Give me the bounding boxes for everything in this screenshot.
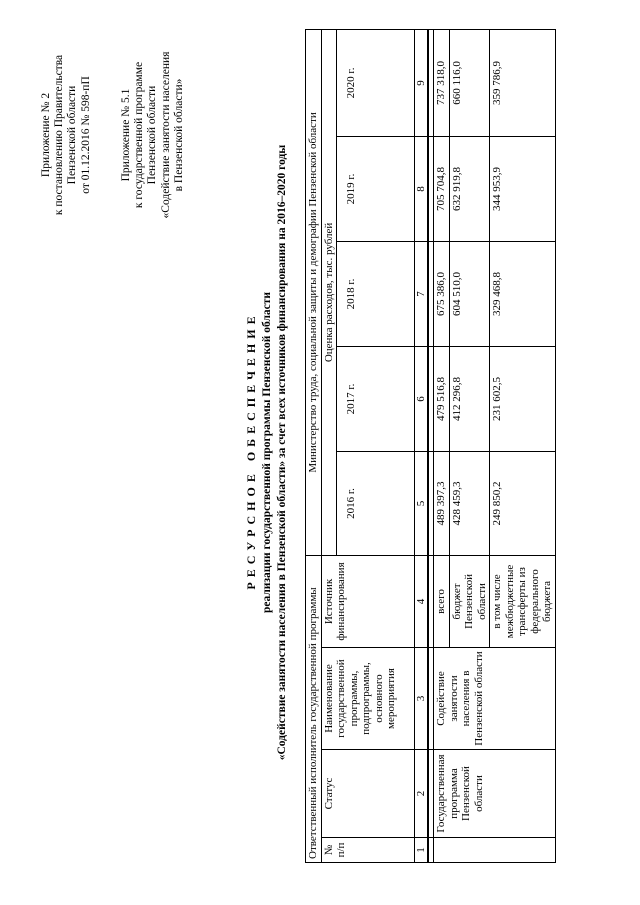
value-cell: 359 786,9 — [490, 29, 556, 136]
header-year: 2020 г. — [337, 29, 415, 136]
column-number: 4 — [415, 555, 429, 647]
header-year: 2017 г. — [337, 346, 415, 451]
source-cell: всего — [434, 555, 450, 647]
header-year: 2016 г. — [337, 451, 415, 555]
header-status: Статус — [321, 750, 415, 838]
status-cell: Государственная программа Пензенской области — [434, 750, 556, 838]
value-cell: 705 704,8 — [434, 136, 450, 241]
resource-table — [305, 29, 556, 863]
appendix-2-header — [40, 25, 93, 245]
appendix-5-1-line: Приложение № 5.1 — [120, 88, 132, 182]
responsible-value: Министерство труда, социальной защиты и демографии Пензенской области — [306, 29, 322, 555]
appendix-2-line: Приложение № 2 — [40, 92, 52, 178]
appendix-2-line: к постановлению Правительства — [53, 54, 66, 216]
column-number: 7 — [415, 241, 429, 346]
value-cell: 329 468,8 — [490, 241, 556, 346]
column-number: 5 — [415, 451, 429, 555]
header-year: 2018 г. — [337, 241, 415, 346]
document-subtitle-2: «Содействие занятости населения в Пензенской области» за счет всех источников финансирования на 2016–2020 годы — [276, 144, 288, 761]
document-title: Р Е С У Р С Н О Е О Б Е С П Е Ч Е Н И Е — [244, 315, 258, 590]
source-cell: в том числе межбюджетные трансферты из федерального бюджета — [490, 555, 556, 647]
column-number: 9 — [415, 29, 429, 136]
appendix-5-1-line: в Пензенской области» — [172, 78, 185, 192]
column-number: 1 — [415, 838, 429, 863]
source-cell: бюджет Пензенской области — [449, 555, 490, 647]
header-source: Источник финансирования — [321, 555, 415, 647]
header-num: № п/п — [321, 838, 415, 863]
value-cell: 428 459,3 — [449, 451, 490, 555]
program-name-cell: Содействие занятости населения в Пензенской области — [434, 648, 556, 750]
appendix-5-1-line: «Содействие занятости населения — [159, 51, 172, 219]
value-cell: 479 516,8 — [434, 346, 450, 451]
document-subtitle: реализации государственной программы Пензенской области — [261, 291, 273, 614]
value-cell: 604 510,0 — [449, 241, 490, 346]
row-num-cell — [434, 838, 556, 863]
value-cell: 632 919,8 — [449, 136, 490, 241]
value-cell: 412 296,8 — [449, 346, 490, 451]
column-number: 6 — [415, 346, 429, 451]
appendix-5-1-line: Пензенской области — [146, 85, 159, 185]
table-row — [434, 29, 450, 862]
value-cell: 675 386,0 — [434, 241, 450, 346]
column-number: 8 — [415, 136, 429, 241]
value-cell: 660 116,0 — [449, 29, 490, 136]
value-cell: 344 953,9 — [490, 136, 556, 241]
column-number: 3 — [415, 648, 429, 750]
appendix-5-1-line: к государственной программе — [133, 61, 146, 209]
value-cell: 489 397,3 — [434, 451, 450, 555]
header-name: Наименование государственной программы, подпрограммы, основного мероприятия — [321, 648, 415, 750]
appendix-5-1-header — [120, 25, 186, 245]
column-number: 2 — [415, 750, 429, 838]
appendix-2-line: от 01.12.2016 № 598-пП — [79, 76, 92, 194]
value-cell: 737 318,0 — [434, 29, 450, 136]
appendix-2-line: Пензенской области — [66, 85, 79, 185]
responsible-label: Ответственный исполнитель государственной программы — [306, 555, 322, 862]
value-cell: 249 850,2 — [490, 451, 556, 555]
header-year: 2019 г. — [337, 136, 415, 241]
value-cell: 231 602,5 — [490, 346, 556, 451]
header-estimate: Оценка расходов, тыс. рублей — [321, 29, 337, 555]
